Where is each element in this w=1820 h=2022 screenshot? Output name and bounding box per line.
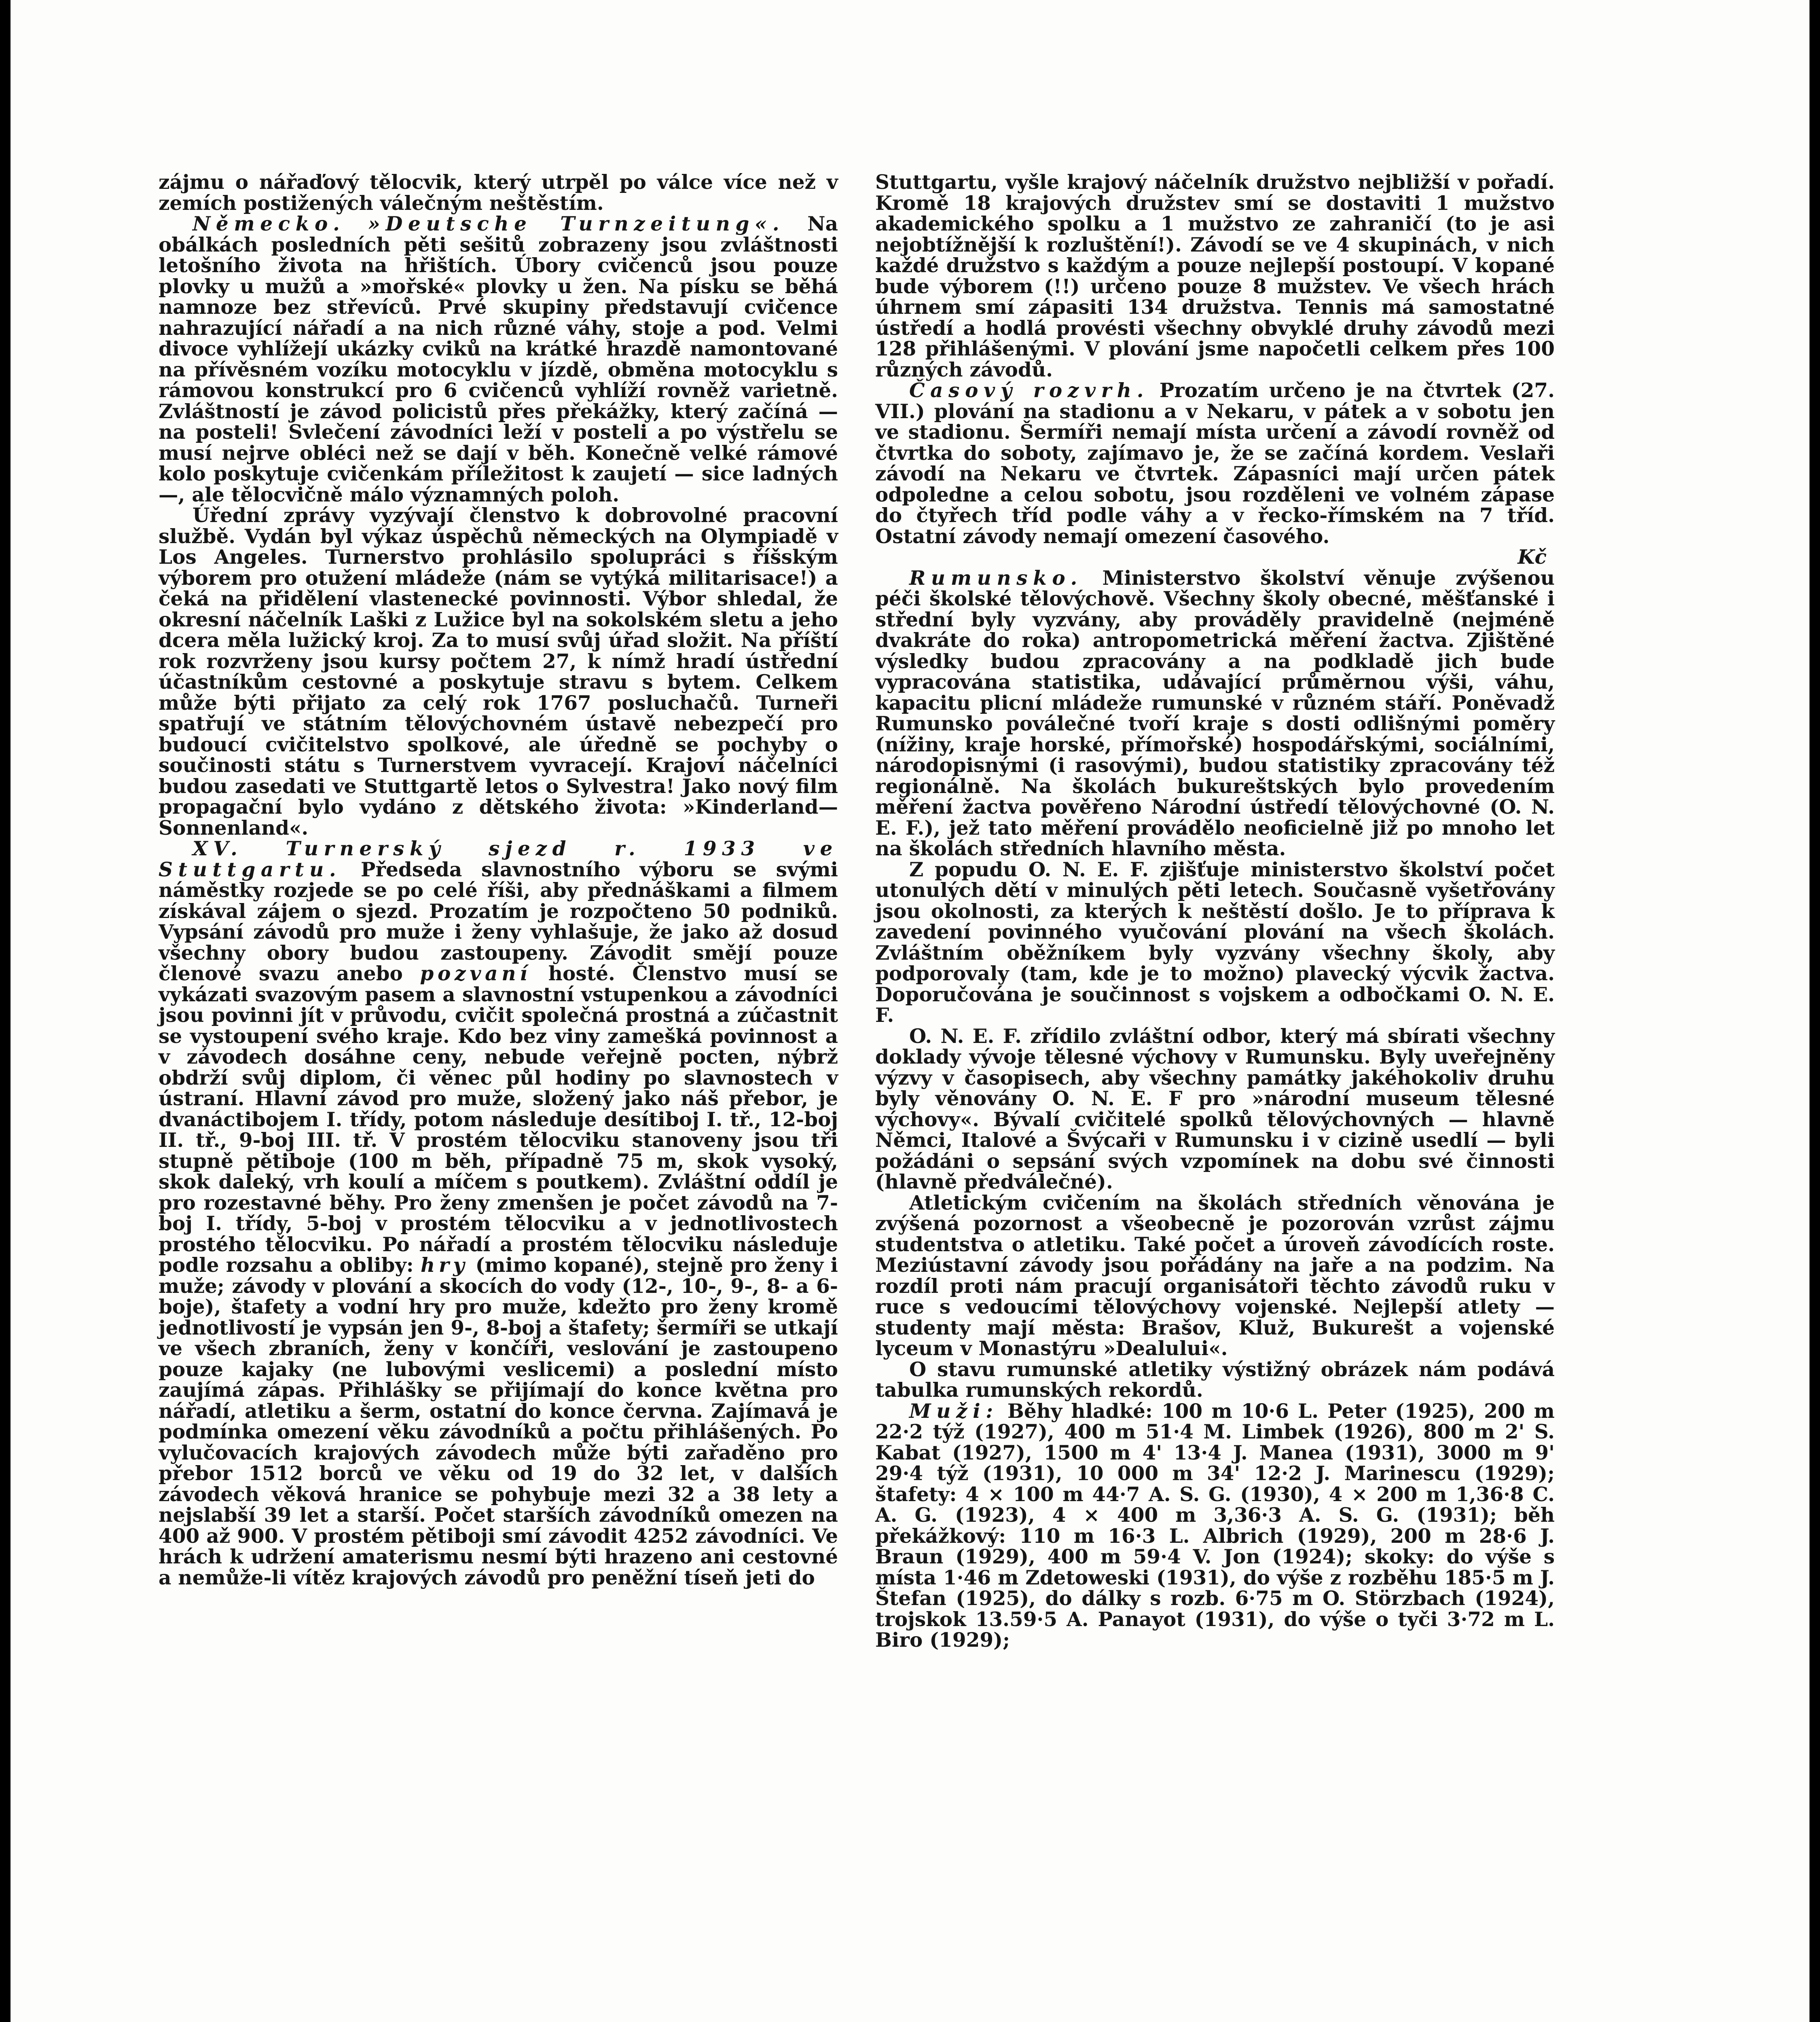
paragraph: Atletickým cvičením na školách středních věnována je zvýšená pozornost a všeobecně je pozorován vzrůst zájmu studentstva o atletiku. Také počet a úroveň závodících roste. Meziústavní závody jsou pořádány na jaře a na podzim. Na rozdíl proti nám pracují organisátoři těchto závodů ruku v ruce s vedoucími tělovýchovy vojenské. Nejlepší atlety — studenty mají města: Brašov, Kluž, Bukurešt a vojenské lyceum v Monastýru »Dealului«. (875, 1191, 1555, 1360)
paragraph: O. N. E. F. zřídilo zvláštní odbor, který má sbírati všechny doklady vývoje tělesné výchovy v Rumunsku. Byly uveřejněny výzvy v časopisech, aby všechny památky jakéhokoliv druhu byly věnovány O. N. E. F pro »národní museum tělesné výchovy«. Bývalí cvičitelé spolků tělovýchovných — hlavně Němci, Italové a Švýcaři v Rumunsku i v cizině usedlí — byli požádáni o sepsání svých vzpomínek na dobu své činnosti (hlavně předválečné). (875, 1024, 1555, 1193)
section-heading: Muži: (909, 1399, 999, 1423)
paragraph-text: hosté. Členstvo musí se vykázati svazovým pasem a slavnostní vstupenkou a závodníci jsou povinni jít v průvodu, cvičit společná prostná a zúčastnit se vystoupení svého kraje. Kdo bez viny zamešká povinnost a v závodech dosáhne ceny, nebude veřejně pocten, nýbrž obdrží svůj diplom, či věnec půl hodiny po slavnostech v ústraní. Hlavní závod pro muže, složený jako náš přebor, je dvanáctibojem I. třídy, potom následuje desítiboj I. tř., 12-boj II. tř., 9-boj III. tř. V prostém tělocviku stanoveny jsou tři stupně pětiboje (100 m běh, případně 75 m, skok vysoký, skok daleký, vrh koulí a míčem s poutkem). Zvláštní oddíl je pro rozestavné běhy. Pro ženy zmenšen je počet závodů na 7-boj I. třídy, 5-boj v prostém tělocviku a v jednotlivostech prostého tělocviku. Po nářadí a prostém tělocviku následuje podle rozsahu a obliby: (159, 962, 838, 1277)
paragraph-text: Předseda slavnostního výboru se svými náměstky rozjede se po celé říši, aby přednáškami a filmem získával zájem o sjezd. Prozatím je rozpočteno 50 podniků. Vypsání závodů pro muže i ženy vyhlašuje, že jako až dosud všechny obory budou zastoupeny. Závodit smějí pouze členové svazu anebo (159, 858, 838, 985)
paragraph-turner-festival (159, 838, 838, 1588)
page (11, 0, 1809, 2022)
country-heading: Německo. (193, 212, 345, 235)
paragraph: zájmu o nářaďový tělocvik, který utrpěl po válce více než v zemích postižených válečným neštěstím. (159, 171, 838, 215)
author-signature: Kč (1517, 546, 1547, 569)
paragraph: Z popudu O. N. E. F. zjišťuje ministerstvo školství počet utonulých dětí v minulých pěti letech. Současně vyšetřovány jsou okolnosti, za kterých k neštěstí došlo. Je to příprava k zavedení povinného vyučování plování na všech školách. Zvláštním oběžníkem byly vyzvány všechny školy, aby podporovaly (tam, kde je to možno) plavecký výcvik žactva. Doporučována je součinnost s vojskem a odbočkami O. N. E. F. (875, 858, 1555, 1027)
paragraph: O stavu rumunské atletiky výstižný obrázek nám podává tabulka rumunských rekordů. (875, 1358, 1555, 1402)
paragraph: Úřední zprávy vyzývají členstvo k dobrovolné pracovní službě. Vydán byl výkaz úspěchů německých na Olympiadě v Los Angeles. Turnerstvo prohlásilo spolupráci s říšským výborem pro otužení mládeže (nám se vytýká militarisace!) a čeká na přidělení vlastenecké povinnosti. Výbor shledal, že okresní náčelník Laški z Lužice byl na sokolském sletu a jeho dcera měla lužický kroj. Za to musí svůj úřad složit. Na příští rok rozvrženy jsou kursy počtem 27, k nímž hradí ústřední účastníkům cestovné a poskytuje stravu s bytem. Celkem může býti přijato za celý rok 1767 posluchačů. Turneři spatřují ve státním tělovýchovném ústavě nebezpečí pro budoucí cvičitelstvo spolkové, ale úředně se pochyby o součinosti státu s Turnerstvem vyvracejí. Krajoví náčelníci budou zasedati ve Stuttgartě letos o Sylvestra! Jako nový film propagační bylo vydáno z dětského života: »Kinderland—Sonnenland«. (159, 504, 838, 840)
paragraph-records (875, 1401, 1555, 1651)
country-heading: Rumunsko. (909, 566, 1083, 590)
paragraph-germany (159, 214, 838, 505)
spaced-word: pozvaní (420, 962, 531, 985)
section-heading: XV. Turnerský sjezd r. 1933 ve Stuttgartu. (159, 837, 838, 881)
journal-title: »Deutsche Turnzeitung«. (368, 212, 785, 235)
section-heading: Časový rozvrh. (909, 379, 1149, 402)
paragraph-text: (mimo kopané), stejně pro ženy i muže; závody v plování a skocích do vody (12-, 10-, 9-, 8- a 6-boje), štafety a vodní hry pro muže, kdežto pro ženy kromě jednotlivostí je vypsán jen 9-, 8-boj a štafety; šermíři se utkají ve všech zbraních, ženy v končíři, veslování je zastoupeno pouze kajaky (ne lubovými veslicemi) a poslední místo zaujímá zápas. Přihlášky se přijímají do konce května pro nářadí, atletiku a šerm, ostatní do konce června. Zajímavá je podmínka omezení věku závodníků a počtu přihlášených. Po vylučovacích krajových závodech může býti zařaděno pro přebor 1512 borců ve věku od 19 do 32 let, v dalších závodech věková hranice se pohybuje mezi 32 a 38 lety a nejslabší 39 let a starší. Počet starších závodníků omezen na 400 až 900. V prostém pětiboji smí závodit 4252 závodníci. Ve hrách k udržení amaterismu nesmí býti hrazeno ani cestovné a nemůže-li vítěz krajových závodů pro peněžní tíseň jeti do (159, 1254, 838, 1589)
left-column (159, 172, 838, 1588)
paragraph-romania (875, 568, 1555, 859)
paragraph-text: Na obálkách posledních pěti sešitů zobrazeny jsou zvláštnosti letošního života na hřištích. Úbory cvičenců jsou pouze plovky u mužů a »mořské« plovky u žen. Na písku se běhá namnoze bez střevíců. Prvé skupiny představují cvičence nahrazující nářadí a na nich různé váhy, stoje a pod. Velmi divoce vyhlížejí ukázky cviků na krátké hrazdě namontované na přívěsném vozíku motocyklu v jízdě, obměna motocyklu s rámovou konstrukcí pro 6 cvičenců vyhlíží rovněž varietně. Zvláštností je závod policistů přes překážky, který začíná — na posteli! Svlečení závodníci leží v posteli a po výstřelu se musí nejrve obléci než se dají v běh. Konečně velké rámové kolo poskytuje cvičenkám příležitost k zaujetí — sice ladných —, ale tělocvičně málo významných poloh. (159, 212, 838, 506)
right-column (875, 172, 1555, 1651)
paragraph: Stuttgartu, vyšle krajový náčelník družstvo nejbližší v pořadí. Kromě 18 krajových družstev smí se dostaviti 1 mužstvo akademického spolku a 1 mužstvo ze zahraničí (to je asi nejobtížnější k rozluštění!). Závodí se ve 4 skupinách, v nich každé družstvo s každým a pouze nejlepší postoupí. V kopané bude výborem (!!) určeno pouze 8 mužstev. Ve všech hrách úhrnem smí zápasiti 134 družstva. Tennis má samostatné ústředí a hodlá provésti všechny obvyklé druhy závodů mezi 128 přihlášenými. V plování jsme napočetli celkem přes 100 různých závodů. (875, 171, 1555, 381)
paragraph-text: Ministerstvo školství věnuje zvýšenou péči školské tělovýchově. Všechny školy obecné, měšťanské i střední byly vyzvány, aby prováděly pravidelně (nejméně dvakráte do roka) antropometrická měření žactva. Zjištěné výsledky budou zpracovány a na podkladě jich bude vypracována statistika, udávající průměrnou výši, váhu, kapacitu plicní mládeže rumunské v různém stáří. Poněvadž Rumunsko poválečné tvoří kraje s dosti odlišnými poměry (nížiny, kraje horské, přímořské) hospodářskými, sociálními, národopisnými (i rasovými), budou statistiky zpracovány též regionálně. Na školách bukureštských bylo provedením měření žactva pověřeno Národní ústředí tělovýchovné (O. N. E. F.), jež tato měření provádělo neoficielně již po mnoho let na školách středních hlavního města. (875, 566, 1555, 860)
paragraph-text: Prozatím určeno je na čtvrtek (27. VII.) plování na stadionu a v Nekaru, v pátek a v sobotu jen ve stadionu. Šermíři nemají místa určení a závodí rovněž od čtvrtka do soboty, zajímavo je, že se začíná kordem. Veslaři závodí na Nekaru ve čtvrtek. Zápasníci mají určen pátek odpoledne a celou sobotu, jsou rozděleni ve volném zápase do čtyřech tříd podle váhy a v řecko-římském na 7 tříd. Ostatní závody nemají omezení časového. (875, 379, 1555, 548)
spaced-word: hry (421, 1254, 469, 1277)
paragraph-schedule (875, 380, 1555, 568)
paragraph-text: Běhy hladké: 100 m 10·6 L. Peter (1925), 200 m 22·2 týž (1927), 400 m 51·4 M. Limbek (1926), 800 m 2' S. Kabat (1927), 1500 m 4' 13·4 J. Manea (1931), 3000 m 9' 29·4 týž (1931), 10 000 m 34' 12·2 J. Marinescu (1929); štafety: 4 × 100 m 44·7 A. S. G. (1930), 4 × 200 m 1,36·8 C. A. G. (1923), 4 × 400 m 3,36·3 A. S. G. (1931); běh překážkový: 110 m 16·3 L. Albrich (1929), 200 m 28·6 J. Braun (1929), 400 m 59·4 V. Jon (1924); skoky: do výše s místa 1·46 m Zdetoweski (1931), do výše z rozběhu 185·5 m J. Štefan (1925), do dálky s rozb. 6·75 m O. Störzbach (1924), trojskok 13.59·5 A. Panayot (1931), do výše o tyči 3·72 m L. Biro (1929); (875, 1399, 1555, 1652)
